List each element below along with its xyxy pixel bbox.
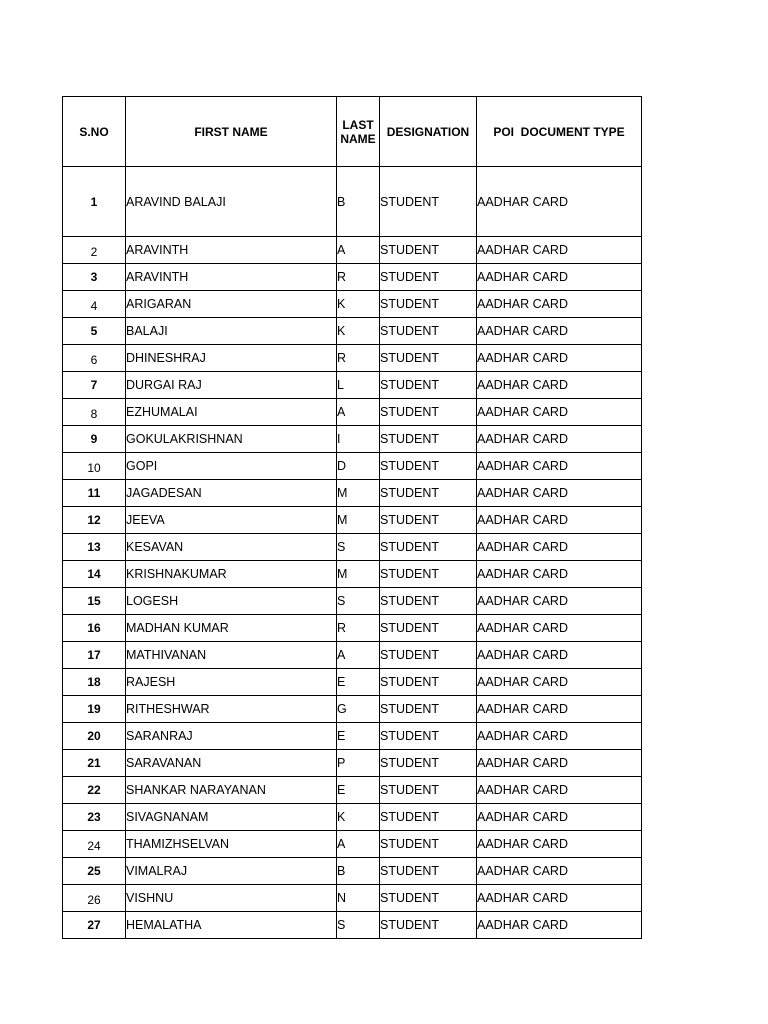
header-first-name: FIRST NAME <box>126 97 337 167</box>
cell-first-name: GOKULAKRISHNAN <box>126 426 337 453</box>
table-row <box>63 291 642 318</box>
table-row <box>63 750 642 777</box>
cell-poi-document-type: AADHAR CARD <box>477 885 642 912</box>
cell-first-name: JAGADESAN <box>126 480 337 507</box>
cell-designation: STUDENT <box>380 345 477 372</box>
table-row <box>63 345 642 372</box>
cell-designation: STUDENT <box>380 777 477 804</box>
cell-first-name: GOPI <box>126 453 337 480</box>
cell-first-name: SARAVANAN <box>126 750 337 777</box>
cell-first-name: SHANKAR NARAYANAN <box>126 777 337 804</box>
cell-first-name: RAJESH <box>126 669 337 696</box>
cell-last-name: L <box>337 372 380 399</box>
table-row <box>63 804 642 831</box>
cell-poi-document-type: AADHAR CARD <box>477 372 642 399</box>
cell-sno: 9 <box>63 426 126 453</box>
table-body <box>63 167 642 939</box>
cell-designation: STUDENT <box>380 804 477 831</box>
cell-poi-document-type: AADHAR CARD <box>477 777 642 804</box>
cell-first-name: BALAJI <box>126 318 337 345</box>
header-sno: S.NO <box>63 97 126 167</box>
header-last-name-line2: NAME <box>340 131 376 146</box>
table-row <box>63 167 642 237</box>
cell-last-name: N <box>337 885 380 912</box>
cell-sno: 6 <box>63 345 126 372</box>
cell-sno: 13 <box>63 534 126 561</box>
cell-first-name: SIVAGNANAM <box>126 804 337 831</box>
cell-first-name: EZHUMALAI <box>126 399 337 426</box>
cell-designation: STUDENT <box>380 858 477 885</box>
cell-designation: STUDENT <box>380 831 477 858</box>
table-row <box>63 453 642 480</box>
cell-designation: STUDENT <box>380 912 477 939</box>
table-row <box>63 561 642 588</box>
cell-last-name: M <box>337 480 380 507</box>
cell-last-name: M <box>337 507 380 534</box>
table-row <box>63 615 642 642</box>
cell-designation: STUDENT <box>380 885 477 912</box>
cell-designation: STUDENT <box>380 453 477 480</box>
cell-poi-document-type: AADHAR CARD <box>477 696 642 723</box>
cell-sno: 5 <box>63 318 126 345</box>
cell-poi-document-type: AADHAR CARD <box>477 588 642 615</box>
table-row <box>63 318 642 345</box>
header-last-name-line1: LAST <box>342 117 374 132</box>
cell-sno: 3 <box>63 264 126 291</box>
cell-first-name: VIMALRAJ <box>126 858 337 885</box>
cell-first-name: MADHAN KUMAR <box>126 615 337 642</box>
cell-first-name: VISHNU <box>126 885 337 912</box>
cell-first-name: MATHIVANAN <box>126 642 337 669</box>
cell-poi-document-type: AADHAR CARD <box>477 615 642 642</box>
table-row <box>63 885 642 912</box>
cell-designation: STUDENT <box>380 723 477 750</box>
cell-last-name: D <box>337 453 380 480</box>
cell-first-name: ARAVINTH <box>126 264 337 291</box>
cell-last-name: R <box>337 615 380 642</box>
cell-designation: STUDENT <box>380 291 477 318</box>
cell-poi-document-type: AADHAR CARD <box>477 750 642 777</box>
cell-sno: 4 <box>63 291 126 318</box>
cell-designation: STUDENT <box>380 669 477 696</box>
cell-last-name: E <box>337 669 380 696</box>
cell-designation: STUDENT <box>380 318 477 345</box>
student-roster-table <box>62 96 642 939</box>
cell-designation: STUDENT <box>380 588 477 615</box>
table-row <box>63 723 642 750</box>
cell-first-name: JEEVA <box>126 507 337 534</box>
cell-first-name: DHINESHRAJ <box>126 345 337 372</box>
header-last-name <box>337 97 380 167</box>
cell-last-name: K <box>337 318 380 345</box>
cell-sno: 22 <box>63 777 126 804</box>
cell-poi-document-type: AADHAR CARD <box>477 291 642 318</box>
cell-last-name: G <box>337 696 380 723</box>
cell-last-name: S <box>337 912 380 939</box>
table-row <box>63 858 642 885</box>
table-row <box>63 696 642 723</box>
table-row <box>63 480 642 507</box>
table-row <box>63 399 642 426</box>
cell-poi-document-type: AADHAR CARD <box>477 804 642 831</box>
cell-poi-document-type: AADHAR CARD <box>477 426 642 453</box>
cell-sno: 26 <box>63 885 126 912</box>
cell-sno: 25 <box>63 858 126 885</box>
table-row <box>63 534 642 561</box>
cell-sno: 7 <box>63 372 126 399</box>
cell-sno: 8 <box>63 399 126 426</box>
cell-sno: 16 <box>63 615 126 642</box>
cell-poi-document-type: AADHAR CARD <box>477 264 642 291</box>
cell-poi-document-type: AADHAR CARD <box>477 723 642 750</box>
table-row <box>63 237 642 264</box>
cell-poi-document-type: AADHAR CARD <box>477 480 642 507</box>
cell-last-name: A <box>337 399 380 426</box>
cell-sno: 11 <box>63 480 126 507</box>
cell-sno: 24 <box>63 831 126 858</box>
table-row <box>63 777 642 804</box>
cell-sno: 1 <box>63 167 126 237</box>
cell-designation: STUDENT <box>380 696 477 723</box>
cell-designation: STUDENT <box>380 426 477 453</box>
cell-designation: STUDENT <box>380 237 477 264</box>
cell-sno: 19 <box>63 696 126 723</box>
cell-poi-document-type: AADHAR CARD <box>477 453 642 480</box>
cell-first-name: DURGAI RAJ <box>126 372 337 399</box>
cell-last-name: K <box>337 291 380 318</box>
cell-first-name: KRISHNAKUMAR <box>126 561 337 588</box>
cell-sno: 21 <box>63 750 126 777</box>
cell-last-name: I <box>337 426 380 453</box>
cell-last-name: A <box>337 237 380 264</box>
cell-last-name: M <box>337 561 380 588</box>
cell-last-name: B <box>337 167 380 237</box>
cell-first-name: ARIGARAN <box>126 291 337 318</box>
cell-poi-document-type: AADHAR CARD <box>477 507 642 534</box>
cell-first-name: LOGESH <box>126 588 337 615</box>
table-row <box>63 912 642 939</box>
header-poi-document-type: POI DOCUMENT TYPE <box>477 97 642 167</box>
cell-sno: 23 <box>63 804 126 831</box>
cell-poi-document-type: AADHAR CARD <box>477 858 642 885</box>
cell-poi-document-type: AADHAR CARD <box>477 318 642 345</box>
cell-last-name: S <box>337 588 380 615</box>
cell-last-name: A <box>337 642 380 669</box>
header-designation: DESIGNATION <box>380 97 477 167</box>
table-row <box>63 507 642 534</box>
cell-sno: 12 <box>63 507 126 534</box>
cell-designation: STUDENT <box>380 264 477 291</box>
cell-last-name: P <box>337 750 380 777</box>
cell-designation: STUDENT <box>380 480 477 507</box>
table-row <box>63 264 642 291</box>
cell-designation: STUDENT <box>380 399 477 426</box>
cell-first-name: THAMIZHSELVAN <box>126 831 337 858</box>
cell-designation: STUDENT <box>380 561 477 588</box>
cell-poi-document-type: AADHAR CARD <box>477 345 642 372</box>
header-row <box>63 97 642 167</box>
cell-first-name: ARAVINTH <box>126 237 337 264</box>
cell-last-name: S <box>337 534 380 561</box>
cell-poi-document-type: AADHAR CARD <box>477 912 642 939</box>
cell-last-name: R <box>337 345 380 372</box>
cell-sno: 10 <box>63 453 126 480</box>
cell-last-name: E <box>337 723 380 750</box>
table-row <box>63 831 642 858</box>
cell-sno: 2 <box>63 237 126 264</box>
cell-designation: STUDENT <box>380 534 477 561</box>
table-row <box>63 588 642 615</box>
cell-designation: STUDENT <box>380 507 477 534</box>
cell-designation: STUDENT <box>380 642 477 669</box>
cell-designation: STUDENT <box>380 750 477 777</box>
cell-poi-document-type: AADHAR CARD <box>477 561 642 588</box>
cell-poi-document-type: AADHAR CARD <box>477 167 642 237</box>
table-row <box>63 372 642 399</box>
cell-designation: STUDENT <box>380 372 477 399</box>
cell-first-name: HEMALATHA <box>126 912 337 939</box>
cell-last-name: R <box>337 264 380 291</box>
cell-sno: 17 <box>63 642 126 669</box>
cell-last-name: A <box>337 831 380 858</box>
cell-designation: STUDENT <box>380 167 477 237</box>
cell-sno: 14 <box>63 561 126 588</box>
cell-first-name: SARANRAJ <box>126 723 337 750</box>
cell-last-name: B <box>337 858 380 885</box>
cell-designation: STUDENT <box>380 615 477 642</box>
cell-sno: 15 <box>63 588 126 615</box>
cell-last-name: E <box>337 777 380 804</box>
table-row <box>63 426 642 453</box>
cell-first-name: KESAVAN <box>126 534 337 561</box>
cell-poi-document-type: AADHAR CARD <box>477 642 642 669</box>
spreadsheet-page <box>62 96 641 939</box>
cell-poi-document-type: AADHAR CARD <box>477 831 642 858</box>
cell-poi-document-type: AADHAR CARD <box>477 669 642 696</box>
cell-poi-document-type: AADHAR CARD <box>477 534 642 561</box>
cell-first-name: RITHESHWAR <box>126 696 337 723</box>
cell-sno: 27 <box>63 912 126 939</box>
cell-last-name: K <box>337 804 380 831</box>
cell-first-name: ARAVIND BALAJI <box>126 167 337 237</box>
cell-sno: 20 <box>63 723 126 750</box>
cell-poi-document-type: AADHAR CARD <box>477 399 642 426</box>
cell-poi-document-type: AADHAR CARD <box>477 237 642 264</box>
table-row <box>63 669 642 696</box>
cell-sno: 18 <box>63 669 126 696</box>
table-row <box>63 642 642 669</box>
